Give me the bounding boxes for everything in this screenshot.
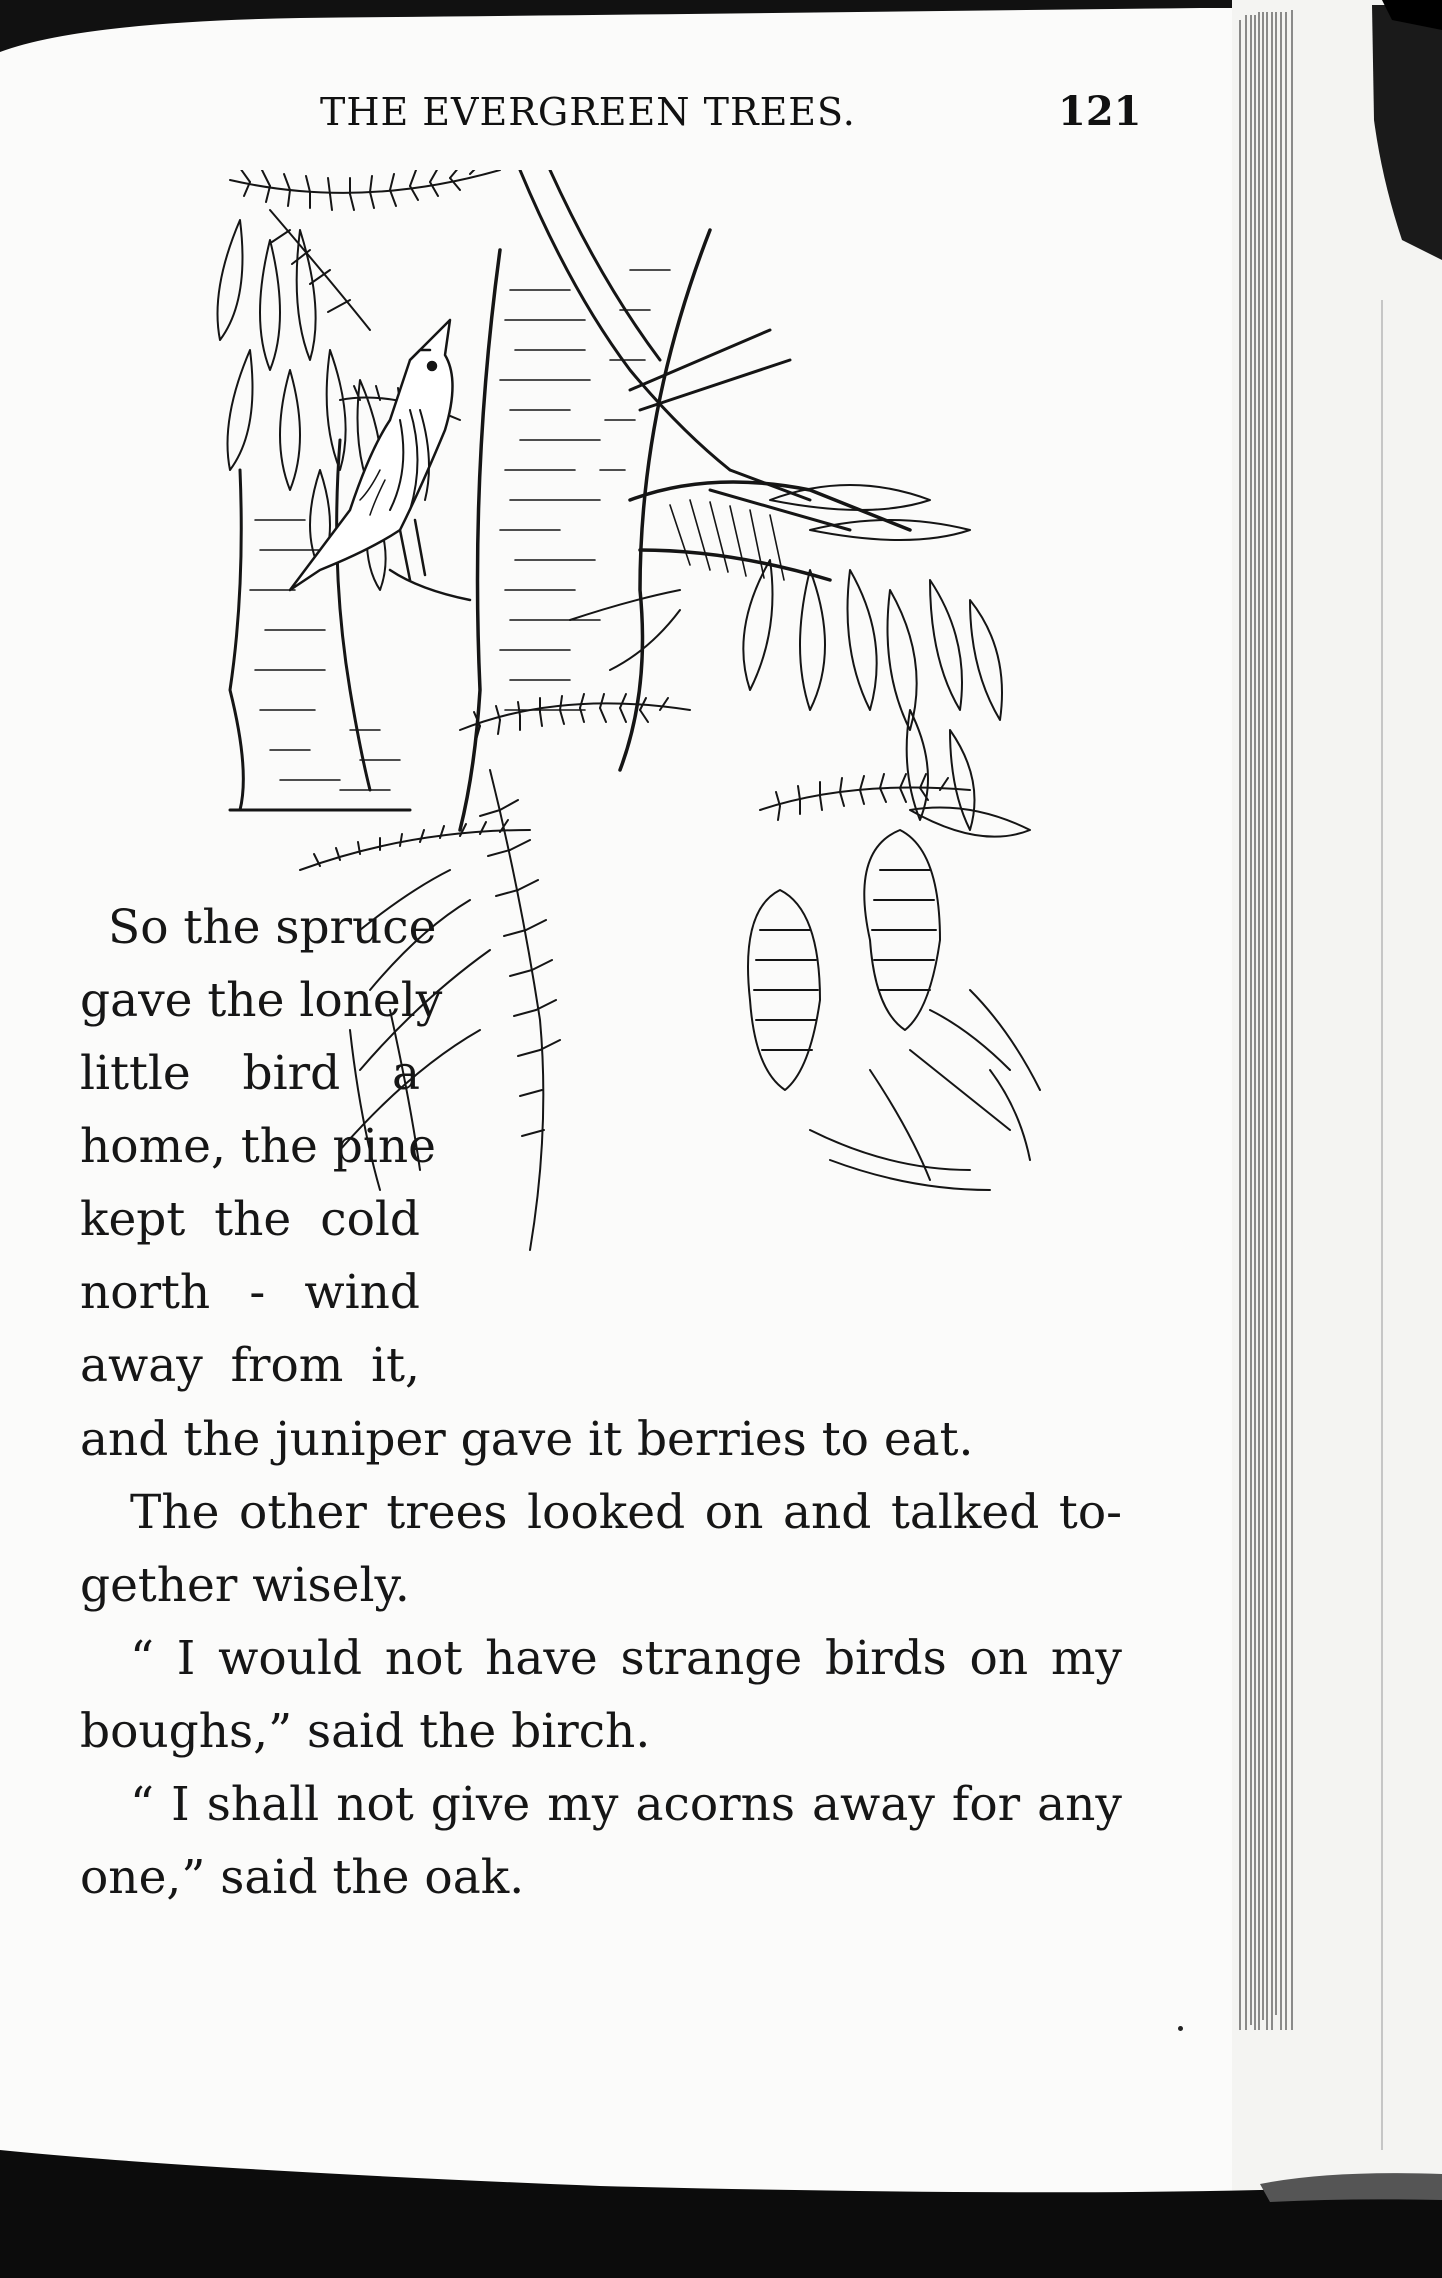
running-head (0, 88, 1442, 148)
wrapped-line: kept the cold (80, 1192, 420, 1247)
wrapped-line: north - wind (80, 1265, 420, 1320)
wrapped-line: gave the lonely (80, 973, 443, 1028)
body-line: “ I would not have strange birds on my (130, 1631, 1122, 1686)
scan-bottom-edge (0, 2150, 1442, 2278)
scan-speck (1178, 2026, 1183, 2031)
body-line: gether wisely. (80, 1558, 410, 1613)
top-fern-frond (230, 170, 500, 420)
pine-cones (748, 808, 1040, 1191)
body-line: The other trees looked on and talked to- (130, 1485, 1122, 1540)
body-line: one,” said the oak. (80, 1850, 525, 1905)
wrapped-line: little bird a (80, 1046, 420, 1101)
body-line: “ I shall not give my acorns away for any (130, 1777, 1122, 1832)
bird (290, 320, 470, 600)
wrapped-line: home, the pine (80, 1119, 436, 1174)
running-title: THE EVERGREEN TREES. (320, 90, 856, 134)
book-spine-edge (1232, 0, 1442, 2278)
scan-top-edge (0, 0, 1442, 70)
wrapped-line: away from it, (80, 1338, 420, 1393)
leaf-cluster-right (570, 485, 1002, 830)
page-number: 121 (1058, 88, 1142, 135)
body-line: boughs,” said the birch. (80, 1704, 651, 1759)
wrapped-line: So the spruce (108, 900, 437, 955)
body-line: and the juniper gave it berries to eat. (80, 1412, 974, 1467)
